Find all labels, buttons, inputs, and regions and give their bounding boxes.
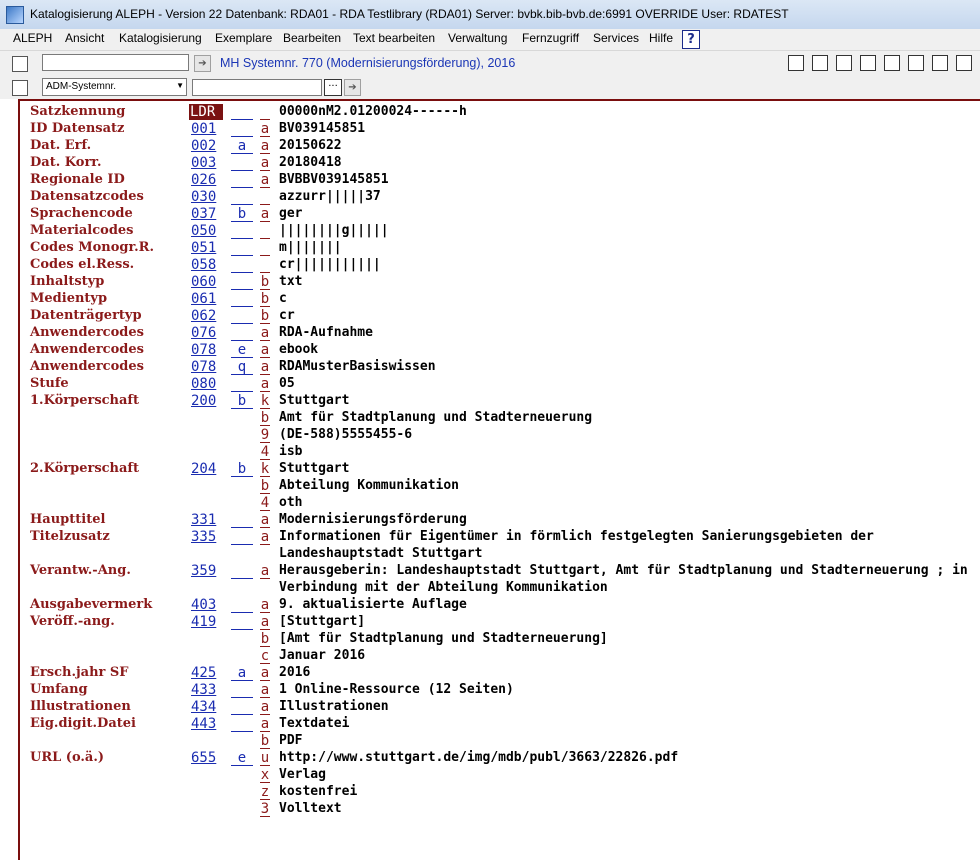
expand-icon[interactable] bbox=[812, 55, 828, 71]
field-value[interactable]: Amt für Stadtplanung und Stadterneuerung bbox=[279, 410, 593, 425]
field-tag[interactable]: 037 bbox=[191, 206, 217, 222]
field-label[interactable]: Anwendercodes bbox=[30, 359, 144, 374]
field-label[interactable]: URL (o.ä.) bbox=[30, 750, 105, 765]
field-subfield-code[interactable]: c bbox=[260, 648, 270, 664]
help-icon[interactable]: ? bbox=[682, 30, 700, 49]
field-value[interactable]: Landeshauptstadt Stuttgart bbox=[279, 546, 483, 561]
field-indicator[interactable] bbox=[231, 274, 253, 290]
menu-services[interactable]: Services bbox=[593, 31, 640, 45]
field-label[interactable]: Stufe bbox=[30, 376, 69, 391]
field-value[interactable]: Modernisierungsförderung bbox=[279, 512, 467, 527]
field-label[interactable]: Sprachencode bbox=[30, 206, 133, 221]
field-label[interactable]: Medientyp bbox=[30, 291, 108, 306]
field-subfield-code[interactable]: a bbox=[260, 342, 270, 358]
field-subfield-code[interactable]: a bbox=[260, 325, 270, 341]
field-value[interactable]: m||||||| bbox=[279, 240, 342, 255]
field-indicator[interactable] bbox=[231, 291, 253, 307]
field-tag[interactable]: 443 bbox=[191, 716, 217, 732]
record-icon[interactable] bbox=[12, 56, 28, 72]
field-subfield-code[interactable]: a bbox=[260, 665, 270, 681]
field-value[interactable]: 05 bbox=[279, 376, 295, 391]
field-tag[interactable]: 003 bbox=[191, 155, 217, 171]
go-arrow-icon[interactable]: ➔ bbox=[344, 79, 361, 96]
field-subfield-code[interactable]: b bbox=[260, 410, 270, 426]
field-indicator[interactable] bbox=[231, 104, 253, 120]
field-subfield-code[interactable]: a bbox=[260, 529, 270, 545]
field-subfield-code[interactable] bbox=[260, 104, 270, 120]
field-subfield-code[interactable] bbox=[260, 189, 270, 205]
field-tag[interactable]: 078 bbox=[191, 342, 217, 358]
field-subfield-code[interactable]: 9 bbox=[260, 427, 270, 443]
field-tag[interactable]: 060 bbox=[191, 274, 217, 290]
browse-button[interactable]: ··· bbox=[324, 79, 342, 96]
field-subfield-code[interactable]: a bbox=[260, 172, 270, 188]
field-label[interactable]: Dat. Korr. bbox=[30, 155, 102, 170]
field-subfield-code[interactable]: u bbox=[260, 750, 270, 766]
field-tag[interactable]: 062 bbox=[191, 308, 217, 324]
field-label[interactable]: Titelzusatz bbox=[30, 529, 110, 544]
field-value[interactable]: (DE-588)5555455-6 bbox=[279, 427, 413, 442]
field-tag[interactable]: 050 bbox=[191, 223, 217, 239]
field-value[interactable]: oth bbox=[279, 495, 303, 510]
field-value[interactable]: Illustrationen bbox=[279, 699, 389, 714]
field-subfield-code[interactable]: a bbox=[260, 359, 270, 375]
field-value[interactable]: [Amt für Stadtplanung und Stadterneuerung] bbox=[279, 631, 608, 646]
field-value[interactable]: 20180418 bbox=[279, 155, 342, 170]
field-subfield-code[interactable]: b bbox=[260, 291, 270, 307]
field-label[interactable]: Dat. Erf. bbox=[30, 138, 92, 153]
field-label[interactable]: Ausgabevermerk bbox=[30, 597, 153, 612]
field-label[interactable]: Satzkennung bbox=[30, 104, 126, 119]
field-tag[interactable]: 061 bbox=[191, 291, 217, 307]
field-label[interactable]: 2.Körperschaft bbox=[30, 461, 140, 476]
menu-bar bbox=[0, 29, 980, 51]
check-icon[interactable] bbox=[932, 55, 948, 71]
aleph-app-icon bbox=[6, 6, 24, 24]
copy-icon[interactable] bbox=[908, 55, 924, 71]
field-value[interactable]: ger bbox=[279, 206, 303, 221]
field-subfield-code[interactable]: a bbox=[260, 682, 270, 698]
field-value[interactable]: ||||||||g||||| bbox=[279, 223, 389, 238]
field-indicator[interactable] bbox=[231, 699, 253, 715]
index-select-value: ADM-Systemnr. bbox=[46, 81, 117, 92]
field-tag[interactable]: 434 bbox=[191, 699, 217, 715]
new-record-icon[interactable] bbox=[788, 55, 804, 71]
field-indicator[interactable] bbox=[231, 614, 253, 630]
field-value[interactable]: Januar 2016 bbox=[279, 648, 366, 663]
menu-katalogisierung[interactable]: Katalogisierung bbox=[119, 31, 202, 45]
field-value[interactable]: PDF bbox=[279, 733, 303, 748]
field-value[interactable]: 20150622 bbox=[279, 138, 342, 153]
field-value[interactable]: Volltext bbox=[279, 801, 342, 816]
field-subfield-code[interactable]: k bbox=[260, 393, 270, 409]
document-icon[interactable] bbox=[12, 80, 28, 96]
field-tag[interactable]: 051 bbox=[191, 240, 217, 256]
field-subfield-code[interactable]: a bbox=[260, 206, 270, 222]
field-subfield-code[interactable]: a bbox=[260, 614, 270, 630]
field-value[interactable]: txt bbox=[279, 274, 303, 289]
go-arrow-icon[interactable]: ➔ bbox=[194, 55, 211, 72]
field-tag[interactable]: 030 bbox=[191, 189, 217, 205]
field-value[interactable]: kostenfrei bbox=[279, 784, 358, 799]
field-label[interactable]: Umfang bbox=[30, 682, 88, 697]
field-indicator[interactable] bbox=[231, 529, 253, 545]
field-tag[interactable]: 655 bbox=[191, 750, 217, 766]
field-indicator[interactable] bbox=[231, 325, 253, 341]
field-subfield-code[interactable]: 4 bbox=[260, 495, 270, 511]
field-value[interactable]: azzurr|||||37 bbox=[279, 189, 381, 204]
field-label[interactable]: Verantw.-Ang. bbox=[30, 563, 131, 578]
adm-input[interactable] bbox=[192, 79, 322, 96]
field-value[interactable]: http://www.stuttgart.de/img/mdb/publ/3663/22826.pdf bbox=[279, 750, 679, 765]
field-tag[interactable]: 425 bbox=[191, 665, 217, 681]
toolbar-adm bbox=[0, 76, 980, 99]
field-value[interactable]: BVBBV039145851 bbox=[279, 172, 389, 187]
field-label[interactable]: Codes Monogr.R. bbox=[30, 240, 155, 255]
field-subfield-code[interactable]: a bbox=[260, 716, 270, 732]
field-indicator[interactable] bbox=[231, 597, 253, 613]
menu-ansicht[interactable]: Ansicht bbox=[65, 31, 105, 45]
menu-bearbeiten[interactable]: Bearbeiten bbox=[283, 31, 342, 45]
field-tag[interactable]: 403 bbox=[191, 597, 217, 613]
field-tag[interactable]: LDR bbox=[189, 104, 223, 120]
field-tag[interactable]: 359 bbox=[191, 563, 217, 579]
field-subfield-code[interactable] bbox=[260, 223, 270, 239]
field-subfield-code[interactable]: b bbox=[260, 308, 270, 324]
field-tag[interactable]: 026 bbox=[191, 172, 217, 188]
field-value[interactable]: Stuttgart bbox=[279, 393, 350, 408]
search-input[interactable] bbox=[42, 54, 189, 71]
field-indicator[interactable] bbox=[231, 172, 253, 188]
menu-verwaltung[interactable]: Verwaltung bbox=[448, 31, 508, 45]
field-indicator[interactable]: b bbox=[231, 393, 253, 409]
edit-icon[interactable] bbox=[956, 55, 972, 71]
field-indicator[interactable]: e bbox=[231, 342, 253, 358]
field-indicator[interactable] bbox=[231, 512, 253, 528]
editor-border-top bbox=[18, 99, 980, 101]
field-label[interactable]: Datensatzcodes bbox=[30, 189, 144, 204]
field-indicator[interactable] bbox=[231, 376, 253, 392]
field-label[interactable]: Haupttitel bbox=[30, 512, 106, 527]
field-tag[interactable]: 058 bbox=[191, 257, 217, 273]
field-indicator[interactable] bbox=[231, 563, 253, 579]
field-label[interactable]: Datenträgertyp bbox=[30, 308, 142, 323]
field-label[interactable]: 1.Körperschaft bbox=[30, 393, 140, 408]
field-value[interactable]: ebook bbox=[279, 342, 319, 357]
field-subfield-code[interactable]: a bbox=[260, 512, 270, 528]
field-value[interactable]: 2016 bbox=[279, 665, 311, 680]
field-label[interactable]: Ersch.jahr SF bbox=[30, 665, 129, 680]
field-subfield-code[interactable]: a bbox=[260, 121, 270, 137]
menu-hilfe[interactable]: Hilfe bbox=[649, 31, 674, 45]
field-tag[interactable]: 335 bbox=[191, 529, 217, 545]
field-value[interactable]: Stuttgart bbox=[279, 461, 350, 476]
field-value[interactable]: Abteilung Kommunikation bbox=[279, 478, 460, 493]
field-value[interactable]: Herausgeberin: Landeshauptstadt Stuttgart, Amt für Stadtplanung und Stadterneuerung ; in bbox=[279, 563, 968, 578]
menu-exemplare[interactable]: Exemplare bbox=[215, 31, 273, 45]
book-icon[interactable] bbox=[860, 55, 876, 71]
field-tag[interactable]: 419 bbox=[191, 614, 217, 630]
field-indicator[interactable]: b bbox=[231, 206, 253, 222]
field-value[interactable]: 00000nM2.01200024------h bbox=[279, 104, 467, 119]
field-value[interactable]: Verlag bbox=[279, 767, 326, 782]
field-subfield-code[interactable] bbox=[260, 240, 270, 256]
field-indicator[interactable] bbox=[231, 155, 253, 171]
field-tag[interactable]: 204 bbox=[191, 461, 217, 477]
field-value[interactable]: RDA-Aufnahme bbox=[279, 325, 373, 340]
field-tag[interactable]: 001 bbox=[191, 121, 217, 137]
field-subfield-code[interactable]: a bbox=[260, 699, 270, 715]
field-subfield-code[interactable] bbox=[260, 257, 270, 273]
book-open-icon[interactable] bbox=[884, 55, 900, 71]
field-subfield-code[interactable]: 3 bbox=[260, 801, 270, 817]
field-indicator[interactable]: b bbox=[231, 461, 253, 477]
field-indicator[interactable]: q bbox=[231, 359, 253, 375]
field-value[interactable]: RDAMusterBasiswissen bbox=[279, 359, 436, 374]
field-indicator[interactable] bbox=[231, 223, 253, 239]
field-label[interactable]: ID Datensatz bbox=[30, 121, 125, 136]
field-indicator[interactable]: e bbox=[231, 750, 253, 766]
field-subfield-code[interactable]: b bbox=[260, 478, 270, 494]
field-indicator[interactable] bbox=[231, 189, 253, 205]
field-subfield-code[interactable]: 4 bbox=[260, 444, 270, 460]
field-tag[interactable]: 078 bbox=[191, 359, 217, 375]
field-tag[interactable]: 200 bbox=[191, 393, 217, 409]
field-label[interactable]: Anwendercodes bbox=[30, 325, 144, 340]
index-select[interactable] bbox=[42, 78, 187, 96]
field-value[interactable]: c bbox=[279, 291, 287, 306]
field-value[interactable]: BV039145851 bbox=[279, 121, 366, 136]
field-subfield-code[interactable]: z bbox=[260, 784, 270, 800]
field-value[interactable]: cr bbox=[279, 308, 295, 323]
field-subfield-code[interactable]: a bbox=[260, 563, 270, 579]
field-value[interactable]: [Stuttgart] bbox=[279, 614, 366, 629]
field-indicator[interactable]: a bbox=[231, 665, 253, 681]
tree-icon[interactable] bbox=[836, 55, 852, 71]
field-indicator[interactable] bbox=[231, 682, 253, 698]
chevron-down-icon: ▼ bbox=[176, 81, 184, 90]
field-indicator[interactable] bbox=[231, 257, 253, 273]
field-subfield-code[interactable]: b bbox=[260, 631, 270, 647]
field-indicator[interactable] bbox=[231, 716, 253, 732]
field-label[interactable]: Veröff.-ang. bbox=[30, 614, 115, 629]
menu-fernzugriff[interactable]: Fernzugriff bbox=[522, 31, 580, 45]
field-value[interactable]: 9. aktualisierte Auflage bbox=[279, 597, 467, 612]
field-subfield-code[interactable]: b bbox=[260, 733, 270, 749]
field-label[interactable]: Codes el.Ress. bbox=[30, 257, 135, 272]
field-value[interactable]: Informationen für Eigentümer in förmlich festgelegten Sanierungsgebieten der bbox=[279, 529, 874, 544]
field-value[interactable]: isb bbox=[279, 444, 303, 459]
field-value[interactable]: 1 Online-Ressource (12 Seiten) bbox=[279, 682, 514, 697]
toolbar-search bbox=[0, 51, 980, 77]
field-subfield-code[interactable]: x bbox=[260, 767, 270, 783]
field-label[interactable]: Anwendercodes bbox=[30, 342, 144, 357]
field-value[interactable]: Verbindung mit der Abteilung Kommunikation bbox=[279, 580, 608, 595]
field-tag[interactable]: 331 bbox=[191, 512, 217, 528]
record-editor bbox=[0, 99, 980, 860]
menu-text-bearbeiten[interactable]: Text bearbeiten bbox=[353, 31, 436, 45]
field-label[interactable]: Eig.digit.Datei bbox=[30, 716, 136, 731]
field-label[interactable]: Illustrationen bbox=[30, 699, 131, 714]
system-number-label: MH Systemnr. 770 (Modernisierungsförderung), 2016 bbox=[220, 56, 516, 70]
menu-aleph[interactable]: ALEPH bbox=[13, 31, 53, 45]
field-subfield-code[interactable]: a bbox=[260, 138, 270, 154]
field-subfield-code[interactable]: a bbox=[260, 376, 270, 392]
field-value[interactable]: cr||||||||||| bbox=[279, 257, 381, 272]
field-tag[interactable]: 433 bbox=[191, 682, 217, 698]
field-value[interactable]: Textdatei bbox=[279, 716, 350, 731]
field-indicator[interactable] bbox=[231, 240, 253, 256]
title-bar bbox=[0, 0, 980, 30]
field-indicator[interactable] bbox=[231, 308, 253, 324]
field-subfield-code[interactable]: a bbox=[260, 597, 270, 613]
editor-border-left bbox=[18, 99, 20, 860]
field-subfield-code[interactable]: b bbox=[260, 274, 270, 290]
field-indicator[interactable]: a bbox=[231, 138, 253, 154]
field-tag[interactable]: 002 bbox=[191, 138, 217, 154]
field-label[interactable]: Materialcodes bbox=[30, 223, 134, 238]
field-subfield-code[interactable]: k bbox=[260, 461, 270, 477]
window-title: Katalogisierung ALEPH - Version 22 Datenbank: RDA01 - RDA Testlibrary (RDA01) Server: bvbk.bib-bvb.de:6991 OVERRIDE User: RDATEST bbox=[30, 7, 789, 21]
field-tag[interactable]: 080 bbox=[191, 376, 217, 392]
field-indicator[interactable] bbox=[231, 121, 253, 137]
field-label[interactable]: Inhaltstyp bbox=[30, 274, 105, 289]
field-subfield-code[interactable]: a bbox=[260, 155, 270, 171]
field-label[interactable]: Regionale ID bbox=[30, 172, 125, 187]
field-tag[interactable]: 076 bbox=[191, 325, 217, 341]
